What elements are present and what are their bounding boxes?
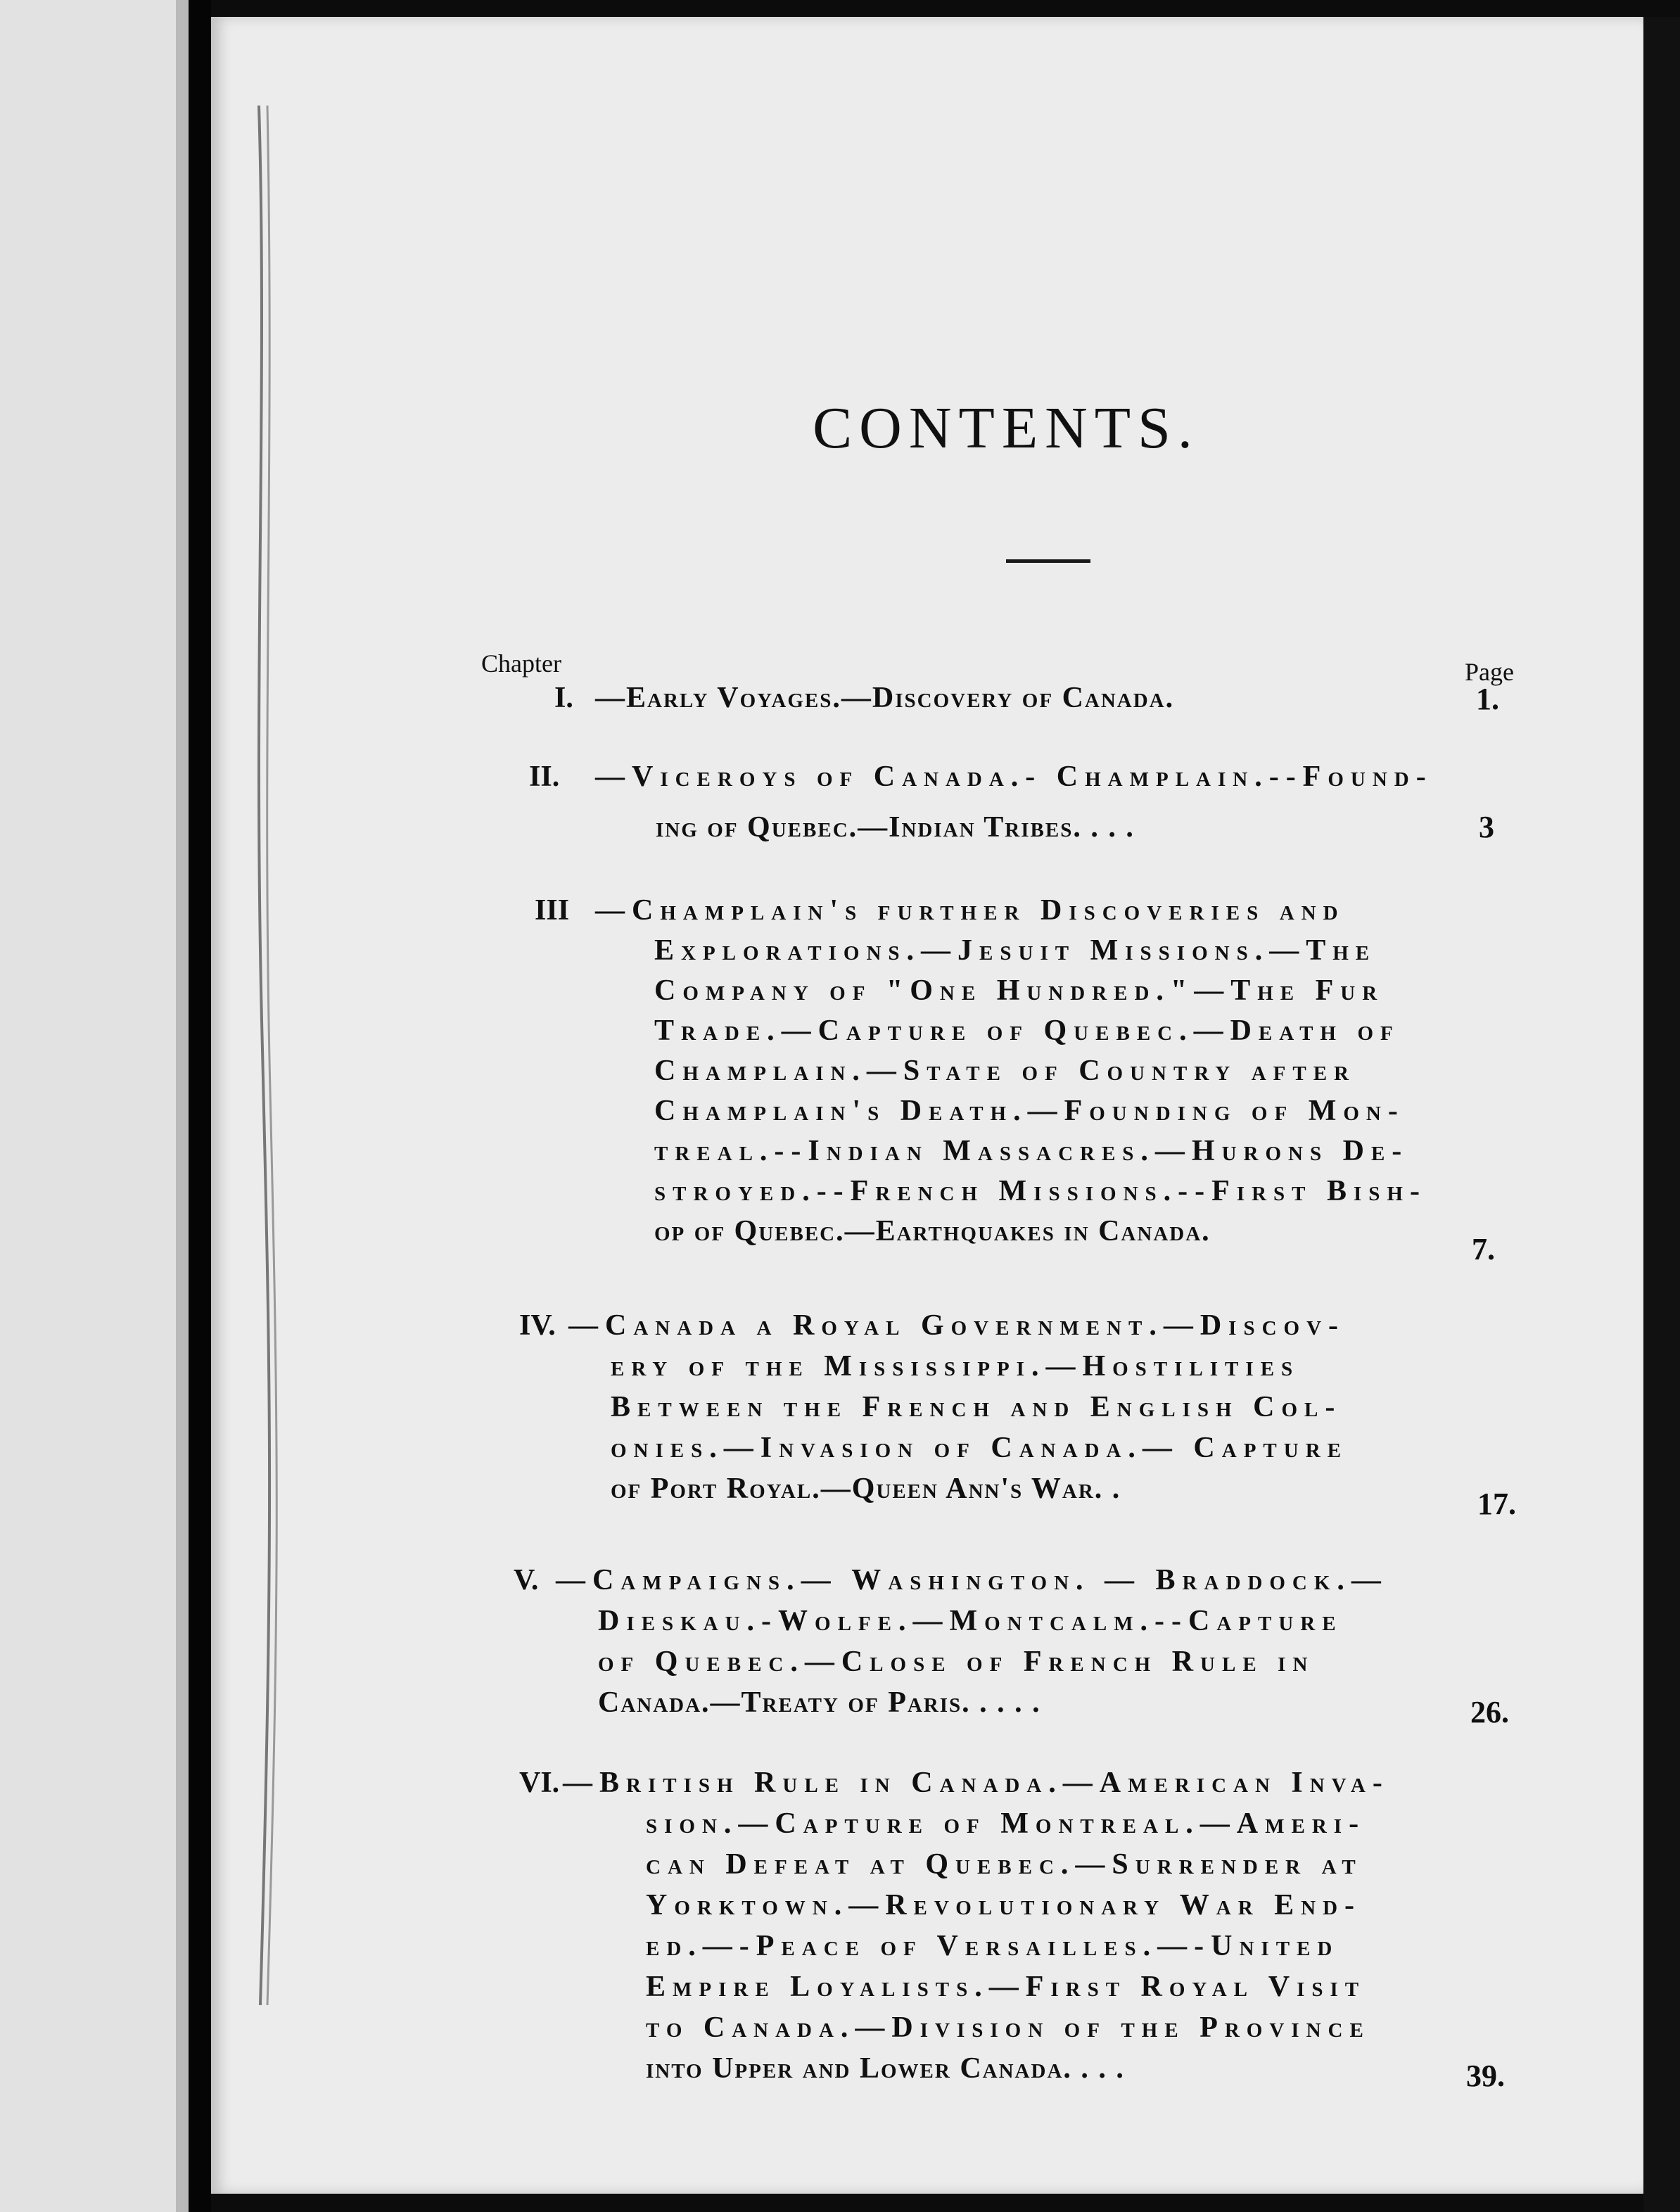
chapter-number: V. <box>514 1564 539 1596</box>
binding-thread-drawing <box>246 106 288 2005</box>
page-number: 26. <box>1470 1695 1509 1729</box>
chapter-title-line: of Port Royal.—Queen Ann's War. . <box>611 1473 1121 1505</box>
book-gutter <box>189 0 211 2212</box>
chapter-title-line: Dieskau.-Wolfe.—Montcalm.--Capture <box>598 1605 1343 1637</box>
chapter-title-line: into Upper and Lower Canada. . . . <box>646 2052 1125 2085</box>
chapter-title-line: sion.—Capture of Montreal.—Ameri- <box>646 1807 1366 1840</box>
chapter-title-line: Champlain.—State of Country after <box>654 1055 1356 1087</box>
chapter-title-line: ery of the Mississippi.—Hostilities <box>611 1350 1300 1382</box>
chapter-title-line: treal.--Indian Massacres.—Hurons De- <box>654 1135 1409 1167</box>
chapter-title-line: onies.—Invasion of Canada.— Capture <box>611 1432 1348 1464</box>
chapter-title-line: stroyed.--French Missions.--First Bish- <box>654 1175 1427 1207</box>
page-title: CONTENTS. <box>813 395 1199 461</box>
chapter-title-line: Company of "One Hundred."—The Fur <box>654 974 1385 1007</box>
chapter-title-line: —Campaigns.— Washington. — Braddock.— <box>556 1564 1388 1596</box>
chapter-title-line: to Canada.—Division of the Province <box>646 2011 1370 2044</box>
chapter-column-label: Chapter <box>481 649 561 678</box>
page-number: 1. <box>1476 682 1499 716</box>
chapter-number: I. <box>554 682 573 714</box>
chapter-title-line: Between the French and English Col- <box>611 1391 1342 1423</box>
chapter-title-line: Trade.—Capture of Quebec.—Death of <box>654 1015 1400 1047</box>
chapter-title-line: op of Quebec.—Earthquakes in Canada. <box>654 1215 1211 1247</box>
chapter-title-line: Champlain's Death.—Founding of Mon- <box>654 1095 1405 1127</box>
facing-page-shadow <box>176 0 189 2212</box>
chapter-number: II. <box>529 761 560 793</box>
chapter-title-line: Yorktown.—Revolutionary War End- <box>646 1889 1362 1921</box>
page-column-label: Page <box>1465 658 1514 686</box>
facing-page-edge <box>0 0 176 2212</box>
chapter-number: III <box>535 894 570 927</box>
chapter-title-line: —Canada a Royal Government.—Discov- <box>568 1309 1346 1342</box>
page-number: 7. <box>1472 1232 1495 1266</box>
chapter-title-line: ed.—-Peace of Versailles.—-United <box>646 1930 1339 1962</box>
chapter-title-line: can Defeat at Quebec.—Surrender at <box>646 1848 1363 1881</box>
chapter-title-line: ing of Quebec.—Indian Tribes. . . . <box>656 811 1135 844</box>
title-divider <box>1006 559 1090 563</box>
chapter-title-line: —Champlain's further Discoveries and <box>595 894 1345 927</box>
binding-thread <box>246 106 288 2005</box>
chapter-title-line: Explorations.—Jesuit Missions.—The <box>654 934 1377 967</box>
chapter-title-line: Canada.—Treaty of Paris. . . . . <box>598 1686 1041 1719</box>
chapter-title-line: —British Rule in Canada.—American Inva- <box>563 1767 1389 1799</box>
chapter-number: IV. <box>519 1309 556 1342</box>
page-right-edge <box>1643 17 1680 2212</box>
page-number: 39. <box>1466 2059 1505 2093</box>
chapter-title-line: —Viceroys of Canada.- Champlain.--Found- <box>595 761 1433 793</box>
chapter-title-line: of Quebec.—Close of French Rule in <box>598 1646 1315 1678</box>
chapter-number: VI. <box>519 1767 560 1799</box>
chapter-title-line: —Early Voyages.—Discovery of Canada. <box>595 682 1175 714</box>
chapter-title-line: Empire Loyalists.—First Royal Visit <box>646 1971 1366 2003</box>
page-number: 3 <box>1479 810 1494 844</box>
page-number: 17. <box>1477 1487 1516 1521</box>
